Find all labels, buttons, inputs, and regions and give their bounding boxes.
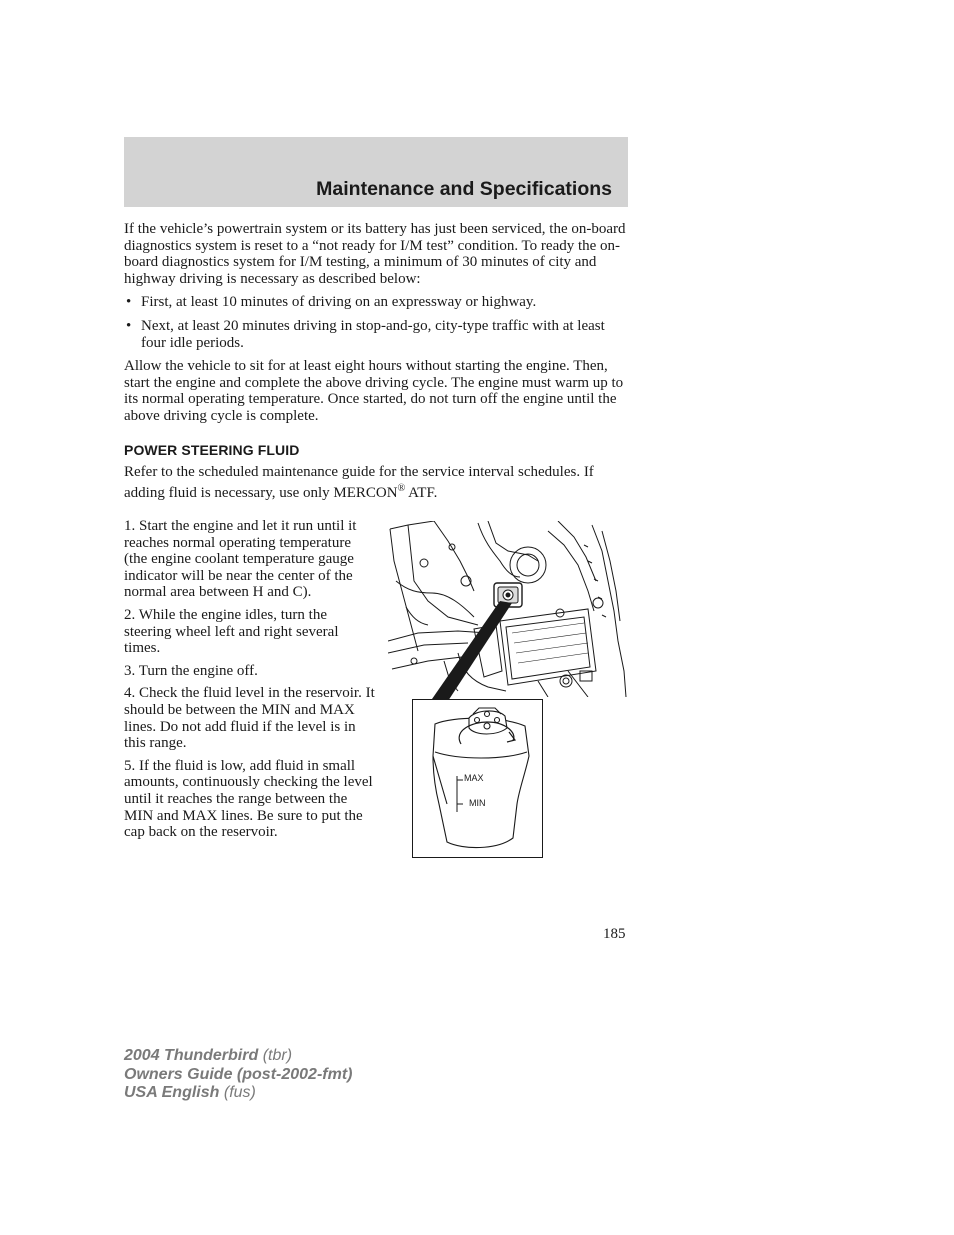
- step-item: 1. Start the engine and let it run until it reaches normal operating temperature (the engine coolant temperature gauge indicator will be near the center of the normal area between H and C).: [124, 518, 357, 601]
- intro-paragraph: If the vehicle’s powertrain system or its battery has just been serviced, the on-board diagnostics system is reset to a “not ready for I/M test” condition. To ready the on-board diagnostics system for I/M testing, a minimum of 30 minutes of city and highway driving is necessary as described below:: [124, 221, 626, 287]
- step-item: 5. If the fluid is low, add fluid in small amounts, continuously checking the level until it reaches the range between the MIN and MAX lines. Be sure to put the cap back on the reservoir.: [124, 757, 373, 841]
- footer-line: USA English (fus): [124, 1084, 256, 1101]
- min-label: MIN: [469, 798, 486, 808]
- power-steering-heading: POWER STEERING FLUID: [124, 441, 300, 458]
- document-footer: [124, 1047, 352, 1103]
- registered-mark: ®: [397, 482, 406, 494]
- list-item: • Next, at least 20 minutes driving in stop-and-go, city-type traffic with at least four idle periods.: [124, 318, 628, 351]
- section-title: Maintenance and Specifications: [316, 178, 612, 200]
- procedure-steps: [124, 518, 376, 847]
- footer-line: 2004 Thunderbird (tbr): [124, 1047, 293, 1064]
- max-label: MAX: [464, 773, 484, 783]
- power-steering-intro: Refer to the scheduled maintenance guide for the service interval schedules. If adding fluid is necessary, use only MERCON® ATF.: [124, 464, 594, 501]
- main-text: [124, 221, 628, 508]
- footer-line: Owners Guide (post-2002-fmt): [124, 1065, 353, 1083]
- driving-cycle-list: [124, 294, 628, 351]
- closing-paragraph: Allow the vehicle to sit for at least eight hours without starting the engine. Then, start the engine and complete the above driving cycle. The engine must warm up to its normal operating temperature. Once started, do not turn off the engine until the above driving cycle is complete.: [124, 358, 624, 424]
- list-item: • First, at least 10 minutes of driving on an expressway or highway.: [124, 294, 628, 311]
- step-item: 4. Check the fluid level in the reservoir. It should be between the MIN and MAX lines. Do not add fluid if the level is in this range.: [124, 685, 375, 752]
- section-header-band: [124, 137, 628, 207]
- step-item: 2. While the engine idles, turn the steering wheel left and right several times.: [124, 606, 339, 657]
- page-number: 185: [603, 926, 626, 942]
- reservoir-detail-inset: [412, 699, 543, 858]
- step-item: 3. Turn the engine off.: [124, 662, 258, 679]
